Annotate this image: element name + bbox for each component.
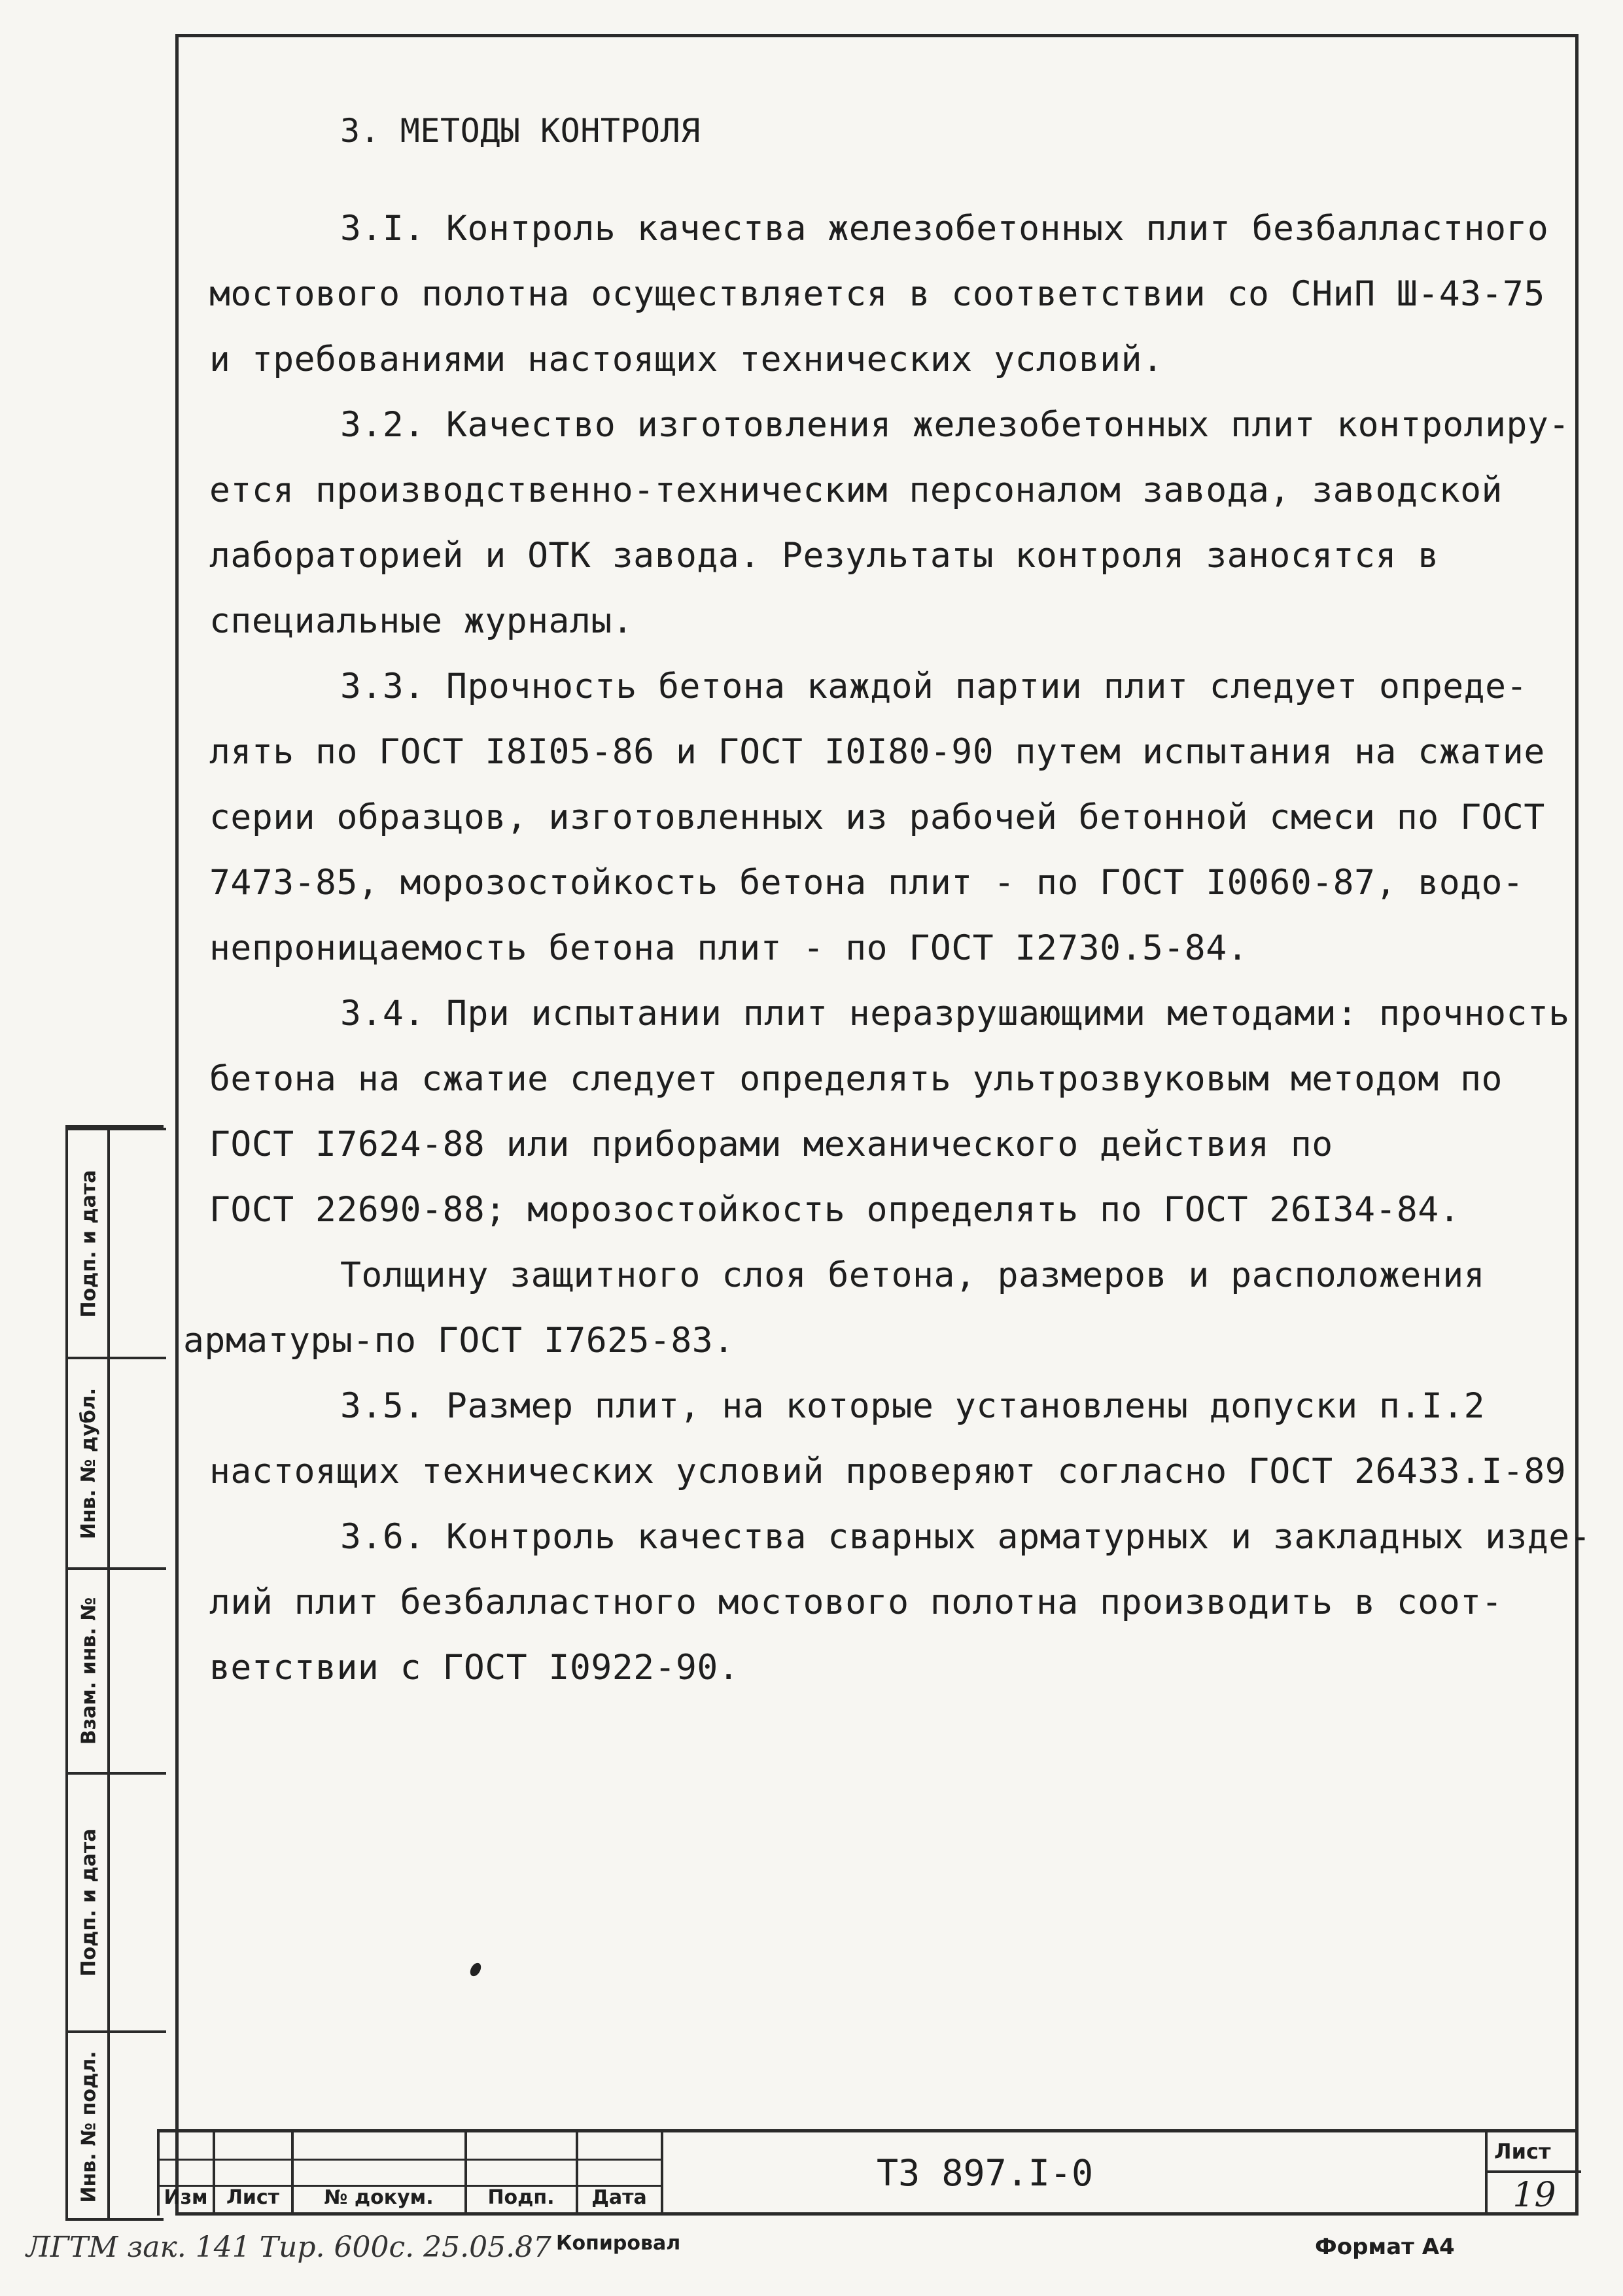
text-line: 7473-85, морозостойкость бетона плит - по ГОСТ I0060-87, водо- — [209, 863, 1524, 903]
side-cell-sign-date-2 — [68, 1772, 166, 2030]
column-label-sheet: Лист — [226, 2186, 280, 2209]
text-line: 3.4. При испытании плит неразрушающими методами: прочность — [340, 994, 1570, 1034]
paragraph-lines — [183, 196, 1592, 1701]
text-line: 3.I. Контроль качества железобетонных плит безбалластного — [340, 209, 1549, 249]
text-line: ветствии с ГОСТ I0922-90. — [209, 1648, 740, 1688]
text-line: ГОСТ I7624-88 или приборами механического действия по — [209, 1124, 1333, 1164]
side-label: Подп. и дата — [77, 1169, 101, 1318]
text-line: лять по ГОСТ I8I05-86 и ГОСТ I0I80-90 путем испытания на сжатие — [209, 732, 1545, 772]
text-line: бетона на сжатие следует определять ультрозвуковым методом по — [209, 1059, 1503, 1099]
side-stamp — [65, 1125, 164, 2221]
sheet-label: Лист — [1494, 2139, 1551, 2164]
text-line: специальные журналы. — [209, 601, 634, 641]
side-label: Инв. № дубл. — [77, 1387, 101, 1539]
print-run-note: ЛГТМ зак. 141 Тир. 600с. 25.05.87 — [26, 2231, 552, 2264]
sheet-number: 19 — [1488, 2170, 1581, 2215]
text-line: серии образцов, изготовленных из рабочей бетонной смеси по ГОСТ — [209, 797, 1545, 837]
document-body — [183, 98, 1592, 1701]
column-label-doc-number: № докум. — [324, 2186, 434, 2209]
revision-grid — [157, 2132, 661, 2216]
format-label: Формат А4 — [1315, 2234, 1455, 2260]
sheet-box — [1485, 2132, 1581, 2216]
text-line: 3.5. Размер плит, на которые установлены допуски п.I.2 — [340, 1386, 1486, 1426]
section-heading: 3. МЕТОДЫ КОНТРОЛЯ — [340, 112, 701, 150]
text-line: ГОСТ 22690-88; морозостойкость определять по ГОСТ 26I34-84. — [209, 1190, 1461, 1230]
document-code: ТЗ 897.I-0 — [877, 2152, 1094, 2194]
side-label: Взам. инв. № — [77, 1597, 101, 1745]
column-label-date: Дата — [591, 2186, 647, 2209]
title-block — [157, 2129, 1579, 2216]
text-line: 3.2. Качество изготовления железобетонных плит контролиру- — [340, 405, 1570, 445]
column-label-change: Изм — [164, 2186, 208, 2209]
copied-by-label: Копировал — [556, 2232, 681, 2255]
text-line: ется производственно-техническим персоналом завода, заводской — [209, 470, 1503, 510]
column-label-signature: Подп. — [487, 2186, 555, 2209]
side-label: Инв. № подл. — [77, 2051, 101, 2203]
side-cell-dup-inv — [68, 1357, 166, 1567]
text-line: 3.6. Контроль качества сварных арматурных и закладных изде- — [340, 1517, 1592, 1557]
text-line: и требованиями настоящих технических условий. — [209, 339, 1164, 379]
text-line: Толщину защитного слоя бетона, размеров и расположения — [340, 1255, 1486, 1295]
text-line: 3.3. Прочность бетона каждой партии плит следует опреде- — [340, 667, 1527, 706]
text-line: лабораторией и ОТК завода. Результаты контроля заносятся в — [209, 536, 1439, 576]
side-cell-sign-date-1 — [68, 1128, 166, 1357]
text-line: мостового полотна осуществляется в соответствии со СНиП Ш-43-75 — [209, 274, 1545, 314]
side-cell-orig-inv — [68, 2030, 166, 2221]
text-line: лий плит безбалластного мостового полотна производить в соот- — [209, 1582, 1503, 1622]
text-line: непроницаемость бетона плит - по ГОСТ I2730.5-84. — [209, 928, 1249, 968]
text-line: арматуры-по ГОСТ I7625-83. — [183, 1321, 735, 1361]
side-label: Подп. и дата — [77, 1828, 101, 1977]
side-cell-replace-inv — [68, 1567, 166, 1772]
text-line: настоящих технических условий проверяют согласно ГОСТ 26433.I-89 — [209, 1452, 1567, 1491]
